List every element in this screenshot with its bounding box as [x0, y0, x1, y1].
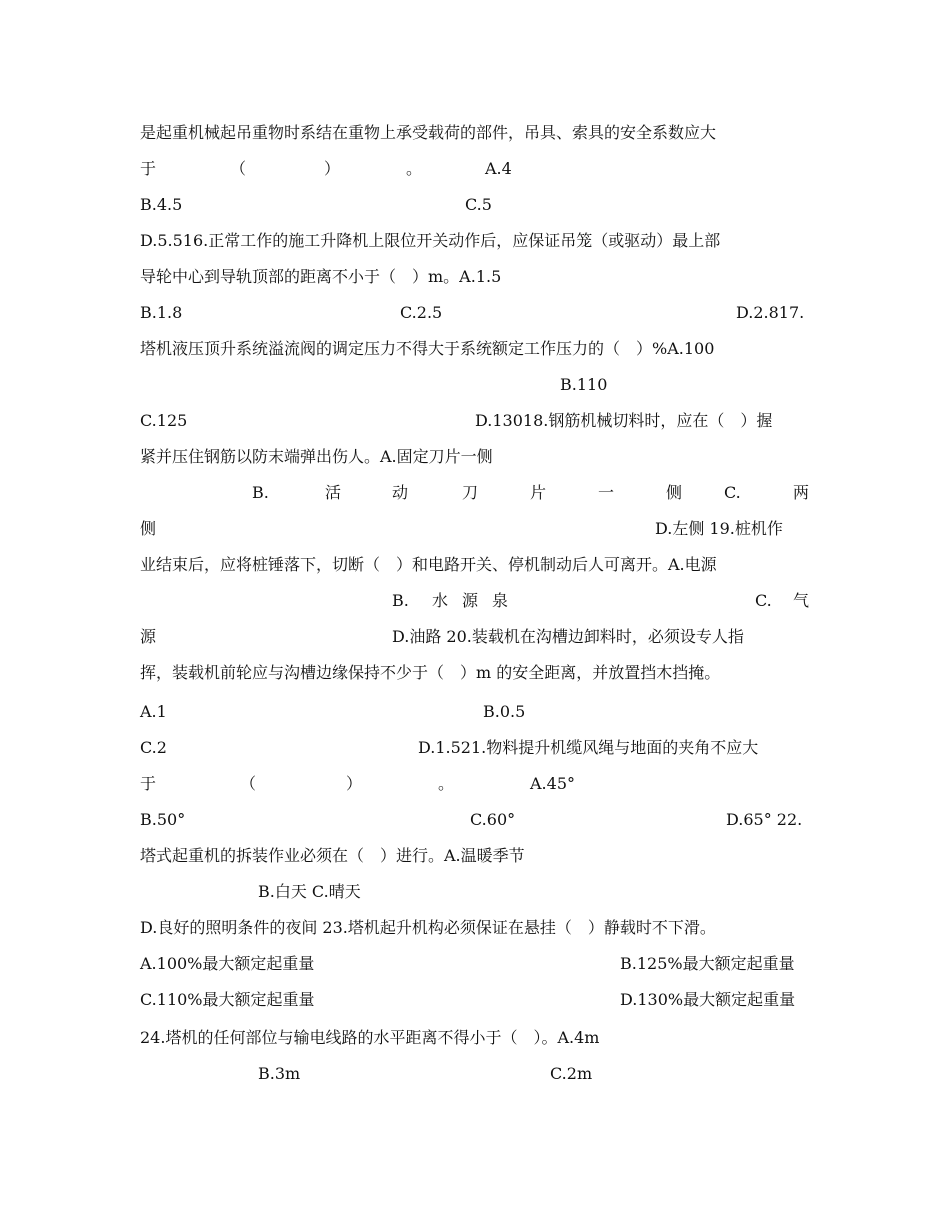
text-line-9	[140, 409, 812, 433]
text-segment: 侧	[140, 519, 157, 538]
option-c: C.2	[140, 738, 167, 757]
text-segment: 。	[406, 159, 423, 178]
option-d: D.2.817.	[736, 303, 805, 322]
text-segment: 气	[793, 591, 810, 610]
text-segment: ）	[324, 159, 341, 178]
text-segment: D.1.521.物料提升机缆风绳与地面的夹角不应大	[418, 738, 759, 757]
text-segment: 水	[432, 591, 449, 610]
text-segment: D.13018.钢筋机械切料时，应在（ ）握	[475, 411, 773, 430]
text-segment: 塔式起重机的拆装作业必须在（ ）进行。A.温暖季节	[140, 846, 525, 865]
text-segment: 刀	[462, 483, 479, 502]
text-line-4	[140, 229, 812, 253]
option-b: B.125%最大额定起重量	[620, 954, 795, 973]
text-segment: 片	[530, 483, 547, 502]
text-line-7	[140, 337, 812, 361]
text-segment: ）	[346, 774, 363, 793]
text-line-21	[140, 844, 812, 868]
text-segment: 源	[140, 627, 157, 646]
option-c: C.2.5	[400, 303, 443, 322]
text-line-19	[140, 772, 812, 796]
option-b: B.3m	[258, 1064, 301, 1083]
text-line-20	[140, 808, 812, 832]
text-line-8	[140, 373, 812, 397]
text-segment: 塔机液压顶升系统溢流阀的调定压力不得大于系统额定工作压力的（ ）%A.100	[140, 339, 715, 358]
text-segment: （	[240, 774, 257, 793]
text-segment: D.良好的照明条件的夜间 23.塔机起升机构必须保证在悬挂（ ）静载时不下滑。	[140, 918, 716, 937]
option-a: A.100%最大额定起重量	[140, 954, 315, 973]
text-line-1	[140, 121, 812, 145]
option-b: B.0.5	[483, 702, 526, 721]
text-segment: 于	[140, 159, 157, 178]
text-segment: 是起重机械起吊重物时系结在重物上承受载荷的部件，吊具、索具的安全系数应大	[140, 123, 717, 142]
option-b: B.	[392, 591, 409, 610]
option-a: A.45°	[530, 774, 575, 793]
text-segment: 导轮中心到导轨顶部的距离不小于（ ）m。A.1.5	[140, 267, 502, 286]
option-b: B.4.5	[140, 195, 183, 214]
text-segment: 业结束后，应将桩锤落下，切断（ ）和电路开关、停机制动后人可离开。A.电源	[140, 555, 717, 574]
text-segment: 紧并压住钢筋以防末端弹出伤人。A.固定刀片一侧	[140, 447, 493, 466]
text-line-23	[140, 916, 812, 940]
text-line-16	[140, 661, 812, 685]
text-line-15	[140, 625, 812, 649]
text-line-22	[140, 880, 812, 904]
option-c: C.125	[140, 411, 188, 430]
option-c: C.	[755, 591, 772, 610]
text-segment: 一	[598, 483, 615, 502]
text-line-17	[140, 700, 812, 724]
text-segment: 泉	[492, 591, 509, 610]
text-segment: D.5.516.正常工作的施工升降机上限位开关动作后，应保证吊笼（或驱动）最上部	[140, 231, 721, 250]
text-line-18	[140, 736, 812, 760]
text-segment: 24.塔机的任何部位与输电线路的水平距离不得小于（ ）。A.4m	[140, 1028, 600, 1047]
text-segment: 动	[392, 483, 409, 502]
option-b: B.	[252, 483, 269, 502]
text-line-14	[140, 589, 812, 613]
text-segment: B.白天 C.晴天	[258, 882, 361, 901]
text-line-25	[140, 988, 812, 1012]
text-line-13	[140, 553, 812, 577]
option-b: B.50°	[140, 810, 186, 829]
text-line-2	[140, 157, 812, 181]
text-line-26	[140, 1026, 812, 1050]
text-segment: （	[230, 159, 247, 178]
option-c: C.5	[465, 195, 492, 214]
text-segment: 活	[325, 483, 342, 502]
text-segment: D.左侧 19.桩机作	[655, 519, 783, 538]
option-c: C.60°	[470, 810, 516, 829]
text-line-24	[140, 952, 812, 976]
text-segment: 于	[140, 774, 157, 793]
text-line-12	[140, 517, 812, 541]
option-a: A.4	[485, 159, 512, 178]
text-line-11	[140, 481, 812, 505]
option-c: C.110%最大额定起重量	[140, 990, 315, 1009]
text-line-10	[140, 445, 812, 469]
option-c: C.2m	[550, 1064, 593, 1083]
option-d: D.130%最大额定起重量	[620, 990, 796, 1009]
text-line-3	[140, 193, 812, 217]
option-c: C.	[724, 483, 741, 502]
text-line-5	[140, 265, 812, 289]
text-segment: 两	[793, 483, 810, 502]
text-segment: 侧	[666, 483, 683, 502]
text-segment: 。	[438, 774, 455, 793]
option-b: B.110	[560, 375, 608, 394]
option-d: D.65° 22.	[726, 810, 803, 829]
text-segment: 源	[462, 591, 479, 610]
text-line-6	[140, 301, 812, 325]
option-b: B.1.8	[140, 303, 183, 322]
text-segment: D.油路 20.装载机在沟槽边卸料时，必须设专人指	[392, 627, 744, 646]
option-a: A.1	[140, 702, 167, 721]
text-segment: 挥，装载机前轮应与沟槽边缘保持不少于（ ）m 的安全距离，并放置挡木挡掩。	[140, 663, 721, 682]
text-line-27	[140, 1062, 812, 1086]
